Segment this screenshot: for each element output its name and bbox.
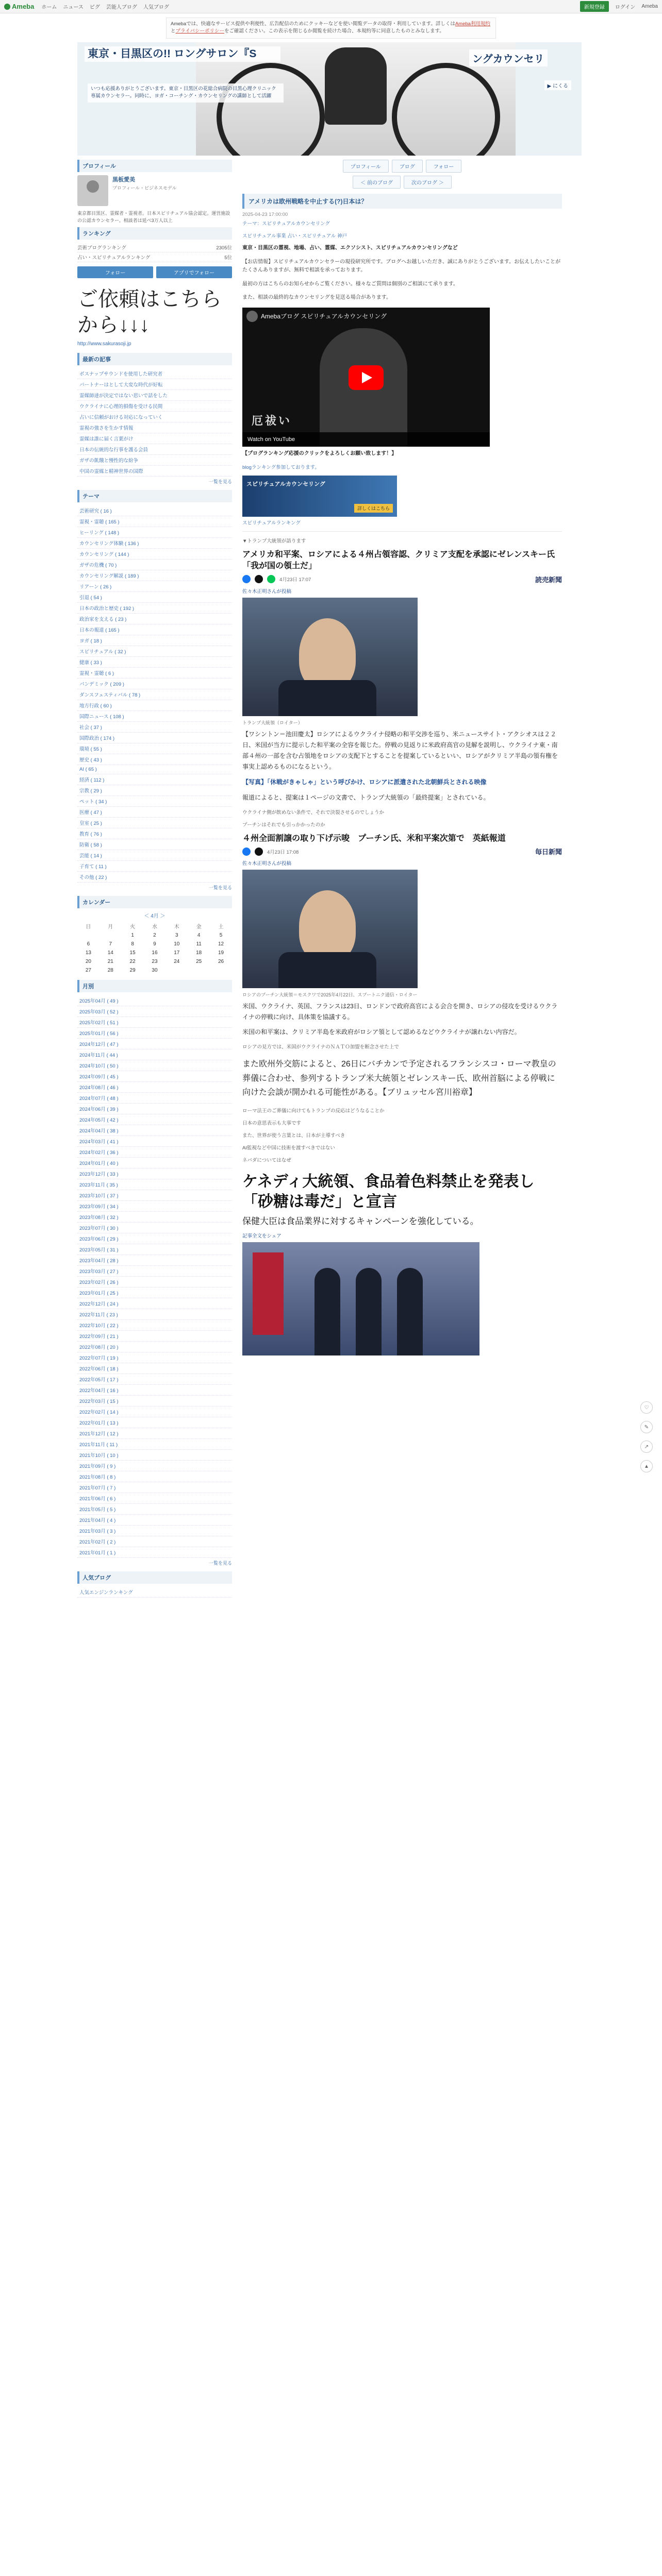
share-article[interactable]: 記事全文をシェア: [242, 1233, 282, 1240]
list-item[interactable]: ペット ( 34 ): [77, 796, 232, 807]
calendar-day[interactable]: 15: [129, 950, 136, 956]
list-item[interactable]: 2021年07月 ( 7 ): [77, 1482, 232, 1493]
calendar-day[interactable]: 22: [129, 959, 136, 964]
app-follow-button[interactable]: アプリでフォロー: [156, 266, 232, 278]
list-item[interactable]: その他 ( 22 ): [77, 872, 232, 883]
news-2-date: 4月23日 17:08: [267, 849, 299, 855]
calendar-day[interactable]: 2: [153, 933, 156, 938]
news-1-paper: 読売新聞: [535, 575, 562, 584]
news-2-caption: ロシアのプーチン大統領＝モスクワで2025年4月22日、スプートニク通信・ロイター: [242, 992, 418, 998]
list-item[interactable]: スピリチュアル ( 32 ): [77, 646, 232, 657]
bike-wheel-front: [217, 63, 325, 156]
list-item[interactable]: 霊視・霊聴 ( 165 ): [77, 516, 232, 527]
list-item[interactable]: 2021年01月 ( 1 ): [77, 1547, 232, 1558]
calendar-day[interactable]: 18: [196, 950, 202, 956]
entry-theme[interactable]: テーマ：スピリチュアルカウンセリング: [242, 221, 330, 227]
archive-more-link[interactable]: 一覧を見る: [208, 1561, 232, 1566]
list-item[interactable]: 2023年10月 ( 37 ): [77, 1190, 232, 1201]
photo-flag: [253, 1252, 284, 1335]
blog-header: [77, 42, 582, 156]
list-item[interactable]: 2024年09月 ( 45 ): [77, 1071, 232, 1082]
banner-caption[interactable]: スピリチュアルランキング: [242, 520, 301, 526]
calendar-day[interactable]: 7: [109, 941, 112, 947]
news-1-date: 4月23日 17:07: [279, 577, 311, 583]
list-item[interactable]: 2022年03月 ( 15 ): [77, 1396, 232, 1406]
right-floating-tools: [640, 1401, 653, 1472]
sidebar: [77, 160, 232, 1603]
list-item[interactable]: 中国の霊媒と精神世界の国際: [77, 466, 232, 477]
calendar-weekday: 金: [196, 924, 202, 930]
news-2-photo: [242, 870, 418, 988]
top-bar: [0, 0, 662, 13]
list-item[interactable]: ガザの危機 ( 70 ): [77, 560, 232, 570]
calendar-day[interactable]: 28: [107, 968, 113, 973]
list-item[interactable]: 引退 ( 54 ): [77, 592, 232, 603]
line-icon[interactable]: [267, 575, 275, 583]
list-item[interactable]: 占いに信頼がおける対応になっていく: [77, 412, 232, 422]
profile-buttons: [242, 160, 562, 173]
comment-line-2: プーチンはそれでも引っかかったのか: [242, 822, 325, 828]
trump-tag: ▼トランプ大統領が語ります: [242, 538, 306, 544]
cookie-notice: Amebaでは、快適なサービス提供や利便性、広告配信のためにクッキーなどを使い閲覧データの取得・利用しています。詳しくはAmeba利用規約とプライバシーポリシーをご確認ください。この表示を閉じるか閲覧を続けた場合、本規約等に同意したものとみなします。: [166, 18, 496, 39]
photo-person: [397, 1268, 423, 1355]
top-nav-news[interactable]: ニュース: [63, 5, 84, 10]
ameba-link[interactable]: Ameba: [641, 4, 658, 9]
calendar-day[interactable]: 27: [85, 968, 91, 973]
news-2-paper: 毎日新聞: [535, 848, 562, 856]
pager-buttons: [242, 176, 562, 189]
list-item[interactable]: 子育て ( 11 ): [77, 861, 232, 872]
calendar-nav[interactable]: ＜ 4月 ＞: [144, 913, 166, 919]
calendar-day[interactable]: 11: [196, 941, 202, 947]
signup-button[interactable]: 新規登録: [580, 1, 609, 12]
list-item[interactable]: 2021年10月 ( 10 ): [77, 1450, 232, 1461]
calendar-day[interactable]: [166, 966, 188, 975]
list-item[interactable]: 2022年02月 ( 14 ): [77, 1406, 232, 1417]
header-top-link[interactable]: ▶ にくる: [544, 80, 571, 90]
list-item[interactable]: 健康 ( 33 ): [77, 657, 232, 668]
latest-list: [77, 368, 232, 477]
list-item[interactable]: 2024年07月 ( 48 ): [77, 1093, 232, 1104]
calendar-weekday: 月: [108, 924, 113, 930]
list-item[interactable]: 2023年02月 ( 26 ): [77, 1277, 232, 1287]
list-item[interactable]: パートナーはとして大変な時代が好転: [77, 379, 232, 390]
list-item[interactable]: ウクライナに心理的損傷を受ける民間: [77, 401, 232, 412]
news-1-caption: トランプ大統領（ロイター）: [242, 720, 303, 725]
list-item[interactable]: 2021年03月 ( 3 ): [77, 1526, 232, 1536]
entry-para-1: 東京・目黒区の霊視、地場、占い、霊媒、エクソシスト、スピリチュアルカウンセリングなど: [242, 245, 458, 251]
blog-button[interactable]: ブログ: [392, 160, 423, 173]
list-item[interactable]: 2024年06月 ( 39 ): [77, 1104, 232, 1114]
terms-link[interactable]: Ameba利用規約: [455, 21, 490, 27]
list-item[interactable]: 歴史 ( 43 ): [77, 754, 232, 765]
list-item[interactable]: 2022年06月 ( 18 ): [77, 1363, 232, 1374]
list-item[interactable]: 政治家を支える ( 23 ): [77, 614, 232, 624]
list-item[interactable]: 教育 ( 76 ): [77, 828, 232, 839]
calendar-day[interactable]: 26: [218, 959, 224, 964]
list-item[interactable]: 2025年03月 ( 52 ): [77, 1006, 232, 1017]
list-item[interactable]: 日本の政治と歴史 ( 192 ): [77, 603, 232, 614]
calendar-table: [77, 921, 232, 975]
calendar-day[interactable]: 23: [152, 959, 158, 964]
list-item[interactable]: 2024年02月 ( 36 ): [77, 1147, 232, 1158]
comment-line-6: また、世界が使う言葉とは、日本が主導すべき: [242, 1132, 345, 1139]
list-item[interactable]: 2023年01月 ( 25 ): [77, 1287, 232, 1298]
news-2-meta: [242, 846, 562, 856]
list-item[interactable]: 霊媒は誰に届く言葉がけ: [77, 433, 232, 444]
news-2-title[interactable]: ４州全面割譲の取り下げ示唆 プーチン氏、米和平案次第で 英紙報道: [242, 834, 506, 843]
list-item[interactable]: 国際ニュース ( 108 ): [77, 711, 232, 722]
photo-suit: [278, 952, 376, 988]
calendar-day[interactable]: [77, 931, 100, 940]
list-item[interactable]: 2024年03月 ( 41 ): [77, 1136, 232, 1147]
list-item[interactable]: 2021年12月 ( 12 ): [77, 1428, 232, 1439]
news-1-author[interactable]: 佐々木正明さんが投稿: [242, 588, 292, 595]
list-item[interactable]: 2021年11月 ( 11 ): [77, 1439, 232, 1450]
list-item[interactable]: 防衛 ( 58 ): [77, 839, 232, 850]
profile-heading: プロフィール: [77, 160, 232, 172]
news-2-author[interactable]: 佐々木正明さんが投稿: [242, 861, 292, 867]
calendar-day[interactable]: 17: [174, 950, 180, 956]
divider: [242, 531, 562, 532]
calendar-weekday: 木: [174, 924, 179, 930]
video-title[interactable]: Amebaブログ スピリチュアルカウンセリング: [261, 312, 387, 320]
profile-sub: プロフィール・ビジネスモデル: [112, 185, 177, 191]
top-nav-pigg[interactable]: ピグ: [89, 5, 100, 10]
popular-list: [77, 1587, 232, 1598]
comment-line-5: 日本の意思表示も大事です: [242, 1120, 302, 1126]
list-item[interactable]: カウンセリング ( 144 ): [77, 549, 232, 560]
list-item[interactable]: 2025年04月 ( 49 ): [77, 995, 232, 1006]
comment-line-3: ロシアの見方では、米国がウクライナのＮＡＴＯ加盟を断念させた上で: [242, 1044, 399, 1050]
photo-face: [299, 618, 356, 690]
profile-section: [77, 160, 232, 278]
facebook-icon[interactable]: [242, 848, 251, 856]
youtube-embed[interactable]: [242, 308, 490, 447]
entry-para-4: また、相談の最終的なカウンセリングを見送る場合があります。: [242, 295, 391, 300]
list-item[interactable]: リアーン ( 26 ): [77, 581, 232, 592]
list-item[interactable]: ガザの飢餓と慢性的な紛争: [77, 455, 232, 466]
latest-heading: 最新の記事: [77, 353, 232, 365]
list-item[interactable]: 2024年04月 ( 38 ): [77, 1125, 232, 1136]
privacy-link[interactable]: プライバシーポリシー: [175, 28, 225, 35]
archive-section: [77, 980, 232, 1566]
latest-more-link[interactable]: 一覧を見る: [208, 479, 232, 484]
banner-title: スピリチュアルカウンセリング: [246, 481, 325, 487]
big-quote: また欧州外交筋によると、26日にバチカンで予定されるフランシスコ・ローマ教皇の葬儀に合わせ、参列するトランプ米大統領とゼレンスキー氏、欧州首脳による停戦に向けた会談が開かれる可能性がある。【ブリュッセル宮川裕章】: [242, 1060, 556, 1097]
news-2-link: 米国の和平案は、クリミア半島を米政府がロシア領として認めるなどウクライナが譲れない内容だ。: [242, 1028, 521, 1036]
ranking-heading: ランキング: [77, 227, 232, 240]
calendar-weekday: 水: [152, 924, 157, 930]
news-1-photo: [242, 598, 418, 716]
list-item[interactable]: 2024年10月 ( 50 ): [77, 1060, 232, 1071]
calendar-day[interactable]: 14: [107, 950, 113, 956]
list-item[interactable]: 日本の報道 ( 165 ): [77, 624, 232, 635]
list-item[interactable]: カウンセリング体験 ( 136 ): [77, 538, 232, 549]
list-item[interactable]: 2023年05月 ( 31 ): [77, 1244, 232, 1255]
list-item[interactable]: パンデミック ( 209 ): [77, 679, 232, 689]
calendar-day[interactable]: 4: [197, 933, 201, 938]
comment-line-8: ネバダについてはなぜ: [242, 1157, 291, 1163]
scroll-top-icon[interactable]: ▲: [640, 1460, 653, 1472]
like-icon[interactable]: ♡: [640, 1401, 653, 1414]
comment-icon[interactable]: ✎: [640, 1421, 653, 1433]
comment-line-7: AI監視など中国に技術を渡すべきではない: [242, 1145, 335, 1151]
entry-theme-2[interactable]: スピリチュアル事業 占い・スピリチュアル 神戸: [242, 233, 347, 239]
list-item[interactable]: 2025年01月 ( 56 ): [77, 1028, 232, 1039]
kennedy-subtitle: 保健大臣は食品業界に対するキャンペーンを強化している。: [242, 1216, 479, 1226]
list-item[interactable]: 2022年01月 ( 13 ): [77, 1417, 232, 1428]
photo-suit: [278, 680, 376, 716]
list-item[interactable]: 地方行政 ( 60 ): [77, 700, 232, 711]
next-blog-button[interactable]: 次のブログ ＞: [404, 176, 452, 189]
theme-list: [77, 505, 232, 883]
calendar-day[interactable]: [100, 931, 122, 940]
x-icon[interactable]: [255, 575, 263, 583]
list-item[interactable]: 2021年06月 ( 6 ): [77, 1493, 232, 1504]
popular-heading: 人気ブログ: [77, 1571, 232, 1584]
list-item[interactable]: 日本の伝統的な行事を護る会員: [77, 444, 232, 455]
list-item[interactable]: 2022年09月 ( 21 ): [77, 1331, 232, 1342]
list-item[interactable]: ダンスフェスティバル ( 78 ): [77, 689, 232, 700]
follow-top-button[interactable]: フォロー: [426, 160, 462, 173]
top-nav-celebrity[interactable]: 芸能人ブログ: [106, 5, 137, 10]
list-item[interactable]: カウンセリング解説 ( 189 ): [77, 570, 232, 581]
calendar-heading: カレンダー: [77, 896, 232, 908]
list-item[interactable]: 芸能 ( 14 ): [77, 850, 232, 861]
calendar-day[interactable]: 21: [107, 959, 113, 964]
comment-line-4: ローマ法王のご葬儀に向けてもトランプの反応はどうなることか: [242, 1108, 385, 1114]
profile-name[interactable]: 黒板愛美: [112, 177, 135, 183]
list-item[interactable]: ヒーリング ( 148 ): [77, 527, 232, 538]
list-item[interactable]: 医療 ( 47 ): [77, 807, 232, 818]
list-item[interactable]: 社会 ( 37 ): [77, 722, 232, 733]
main-content: [242, 160, 562, 1355]
ranking-note: 【プログランキング応援のクリックをよろしくお願い致します！】: [242, 450, 397, 456]
x-icon[interactable]: [255, 848, 263, 856]
calendar-day[interactable]: 9: [153, 941, 156, 947]
calendar-weekday: 日: [86, 924, 91, 930]
list-item[interactable]: 国際政治 ( 174 ): [77, 733, 232, 743]
calendar-day[interactable]: 8: [131, 941, 134, 947]
list-item[interactable]: 環境 ( 55 ): [77, 743, 232, 754]
blog-title-cont[interactable]: ングカウンセリ: [469, 49, 548, 66]
list-item[interactable]: 2021年02月 ( 2 ): [77, 1536, 232, 1547]
theme-heading: テーマ: [77, 490, 232, 502]
play-icon[interactable]: [349, 365, 384, 390]
channel-icon: [246, 311, 258, 322]
list-item[interactable]: 霊視の強さを生かす情報: [77, 422, 232, 433]
kennedy-photo: [242, 1242, 479, 1355]
request-text: ご依頼はこちらから↓↓↓: [77, 288, 222, 336]
list-item[interactable]: 2023年04月 ( 28 ): [77, 1255, 232, 1266]
ranking-banner[interactable]: [242, 476, 397, 517]
list-item[interactable]: 2022年11月 ( 23 ): [77, 1309, 232, 1320]
list-item[interactable]: AI ( 65 ): [77, 765, 232, 774]
list-item[interactable]: 2023年12月 ( 33 ): [77, 1168, 232, 1179]
popular-section: [77, 1571, 232, 1598]
list-item[interactable]: 霊媒師達が決定ではない思いで話をした: [77, 390, 232, 401]
calendar-day[interactable]: 16: [152, 950, 158, 956]
list-item[interactable]: 人気エンジンランキング: [77, 1587, 232, 1598]
calendar-day[interactable]: 10: [174, 941, 180, 947]
list-item[interactable]: 皇室 ( 25 ): [77, 818, 232, 828]
calendar-day[interactable]: 3: [175, 933, 178, 938]
theme-section: [77, 490, 232, 891]
profile-bio: 東京都目黒区、霊媒者・霊視者。日本スピリチュアル協会認定。運営施設の公認カウンセラー。相談者は延べ3万人以上: [77, 211, 230, 223]
ameba-logo[interactable]: Ameba: [4, 3, 34, 10]
list-item[interactable]: 2024年05月 ( 42 ): [77, 1114, 232, 1125]
bike-rider: [325, 47, 387, 125]
video-caption: 厄祓い: [252, 414, 292, 427]
list-item[interactable]: 2023年03月 ( 27 ): [77, 1266, 232, 1277]
follow-buttons: [77, 266, 232, 278]
list-item[interactable]: 宗教 ( 29 ): [77, 785, 232, 796]
list-item[interactable]: ボスナップサウンドを使用した研究者: [77, 368, 232, 379]
entry-date: 2025-04-23 17:00:00: [242, 212, 288, 217]
entry-title[interactable]: アメリカは欧州戦略を中止する(?)日本は？: [242, 194, 562, 209]
calendar-weekday: 火: [130, 924, 136, 930]
calendar-day[interactable]: 1: [131, 933, 134, 938]
top-nav: [41, 3, 169, 10]
list-item[interactable]: 2022年07月 ( 19 ): [77, 1352, 232, 1363]
photo-person: [315, 1268, 340, 1355]
list-item[interactable]: 2023年11月 ( 35 ): [77, 1179, 232, 1190]
entry-para-2: 【お店情報】スピリチュアルカウンセラーの現役研究所です。ブログへお越しいただき、誠にありがとうございます。お伝えしたいことがたくさんありますが、無料で相談を承っております。: [242, 259, 561, 273]
list-item[interactable]: 2023年09月 ( 34 ): [77, 1201, 232, 1212]
list-item[interactable]: 2021年08月 ( 8 ): [77, 1471, 232, 1482]
blog-description: いつも応援ありがとうございます。東京・目黒区の花総合病院の目黒心理クリニック 専属カウンセラー。同時に、ヨガ・コーチング・カウンセリングの講師として活躍: [88, 83, 284, 103]
list-item[interactable]: ヨガ ( 18 ): [77, 635, 232, 646]
archive-list: [77, 995, 232, 1558]
follow-button[interactable]: フォロー: [77, 266, 153, 278]
list-item[interactable]: 2022年05月 ( 17 ): [77, 1374, 232, 1385]
calendar-day[interactable]: 19: [218, 950, 224, 956]
news-1-body-2: 報道によると、提案は１ページの文書で、トランプ大統領の「最終提案」とされている。: [242, 793, 490, 801]
ameba-logo-icon: [4, 4, 10, 10]
banner-button[interactable]: 詳しくはこちら: [354, 504, 393, 513]
latest-section: [77, 353, 232, 485]
ranking-row[interactable]: 芸術ブログランキング 2305位: [77, 243, 232, 252]
list-item[interactable]: 2025年02月 ( 51 ): [77, 1017, 232, 1028]
blog-title[interactable]: 東京・目黒区の!! ロングサロン『S: [85, 46, 280, 62]
list-item[interactable]: 2023年07月 ( 30 ): [77, 1223, 232, 1233]
list-item[interactable]: 2024年12月 ( 47 ): [77, 1039, 232, 1049]
list-item[interactable]: 2024年11月 ( 44 ): [77, 1049, 232, 1060]
top-right: [580, 1, 658, 12]
list-item[interactable]: 2021年09月 ( 9 ): [77, 1461, 232, 1471]
theme-more-link[interactable]: 一覧を見る: [208, 885, 232, 890]
watch-on-youtube[interactable]: Watch on YouTube: [242, 432, 490, 447]
list-item[interactable]: 2021年04月 ( 4 ): [77, 1515, 232, 1526]
facebook-icon[interactable]: [242, 575, 251, 583]
top-nav-home[interactable]: ホーム: [41, 5, 57, 10]
calendar-day[interactable]: 25: [196, 959, 202, 964]
bike-wheel-back: [392, 63, 500, 156]
calendar-day[interactable]: 29: [129, 968, 136, 973]
list-item[interactable]: 経済 ( 112 ): [77, 774, 232, 785]
news-1-link[interactable]: 【写真】「休戦がきゃしゃ」という呼びかけ、ロシアに派遣された北朝鮮兵とされる映像: [242, 778, 487, 786]
avatar[interactable]: [77, 175, 108, 206]
news-1-body: 【ワシントン＝池田慶太】ロシアによるウクライナ侵略の和平交渉を巡り、米ニュースサイト・アクシオスは２２日、米国が当方に提示した和平案の全容を報じた。停戦の見返りに米政府高官の見解を説明し、ウクライナ東・南部４州の一部を含む占領地をロシアの支配下とすることを提案しているといい、ロシアがクリミア半島の領有権を事実上認めるものになるという。: [242, 730, 558, 770]
kennedy-title[interactable]: ケネディ大統領、食品着色料禁止を発表し「砂糖は毒だ」と宣言: [242, 1173, 535, 1210]
list-item[interactable]: 芸術研究 ( 16 ): [77, 505, 232, 516]
list-item[interactable]: 2022年10月 ( 22 ): [77, 1320, 232, 1331]
list-item[interactable]: 2024年01月 ( 40 ): [77, 1158, 232, 1168]
calendar-day[interactable]: 24: [174, 959, 180, 964]
calendar-day[interactable]: 12: [218, 941, 224, 947]
share-icon[interactable]: ↗: [640, 1440, 653, 1453]
list-item[interactable]: 2024年08月 ( 46 ): [77, 1082, 232, 1093]
request-url[interactable]: http://www.sakurasoji.jp: [77, 341, 131, 347]
calendar-section: [77, 896, 232, 975]
blog-ranking-link[interactable]: blogランキング参加しております。: [242, 465, 320, 470]
comment-line-1: ウクライナ側が飲めない条件で、それで決裂させるのでしょうか: [242, 809, 385, 816]
profile-button[interactable]: プロフィール: [343, 160, 389, 173]
login-link[interactable]: ログイン: [615, 5, 636, 10]
profile-card: [77, 175, 232, 206]
archive-heading: 月別: [77, 980, 232, 992]
photo-person: [356, 1268, 382, 1355]
top-nav-popular[interactable]: 人気ブログ: [143, 5, 169, 10]
entry-para-3: 最初の方はこちらのお知らせからご覧ください。様々なご質問は個別のご相談にて承ります。: [242, 281, 458, 287]
calendar-day[interactable]: 20: [85, 959, 91, 964]
news-1-title[interactable]: アメリカ和平案、ロシアによる４州占領容認、クリミア支配を承認にゼレンスキー氏「我が国の領土だ」: [242, 550, 555, 571]
calendar-day[interactable]: 13: [85, 950, 91, 956]
calendar-day[interactable]: 6: [87, 941, 90, 947]
calendar-weekday: 土: [218, 924, 224, 930]
list-item[interactable]: 2022年12月 ( 24 ): [77, 1298, 232, 1309]
calendar-day[interactable]: 5: [219, 933, 223, 938]
prev-blog-button[interactable]: ＜ 前のブログ: [353, 176, 401, 189]
list-item[interactable]: 2021年05月 ( 5 ): [77, 1504, 232, 1515]
list-item[interactable]: 2022年04月 ( 16 ): [77, 1385, 232, 1396]
calendar-day[interactable]: [188, 966, 210, 975]
list-item[interactable]: 霊視・霊聴 ( 6 ): [77, 668, 232, 679]
news-2-body: 米国、ウクライナ、英国、フランスは23日、ロンドンで政府高官による会合を開き、ロシアの侵攻を受けるウクライナの停戦に向け、具体策を協議する。: [242, 1003, 558, 1021]
list-item[interactable]: 2023年08月 ( 32 ): [77, 1212, 232, 1223]
calendar-day[interactable]: 30: [152, 968, 158, 973]
list-item[interactable]: 2022年08月 ( 20 ): [77, 1342, 232, 1352]
news-1-meta: [242, 574, 562, 584]
photo-face: [299, 890, 356, 962]
calendar-day[interactable]: [210, 966, 232, 975]
ranking-row[interactable]: 占い・スピリチュアルランキング 5位: [77, 252, 232, 262]
list-item[interactable]: 2023年06月 ( 29 ): [77, 1233, 232, 1244]
